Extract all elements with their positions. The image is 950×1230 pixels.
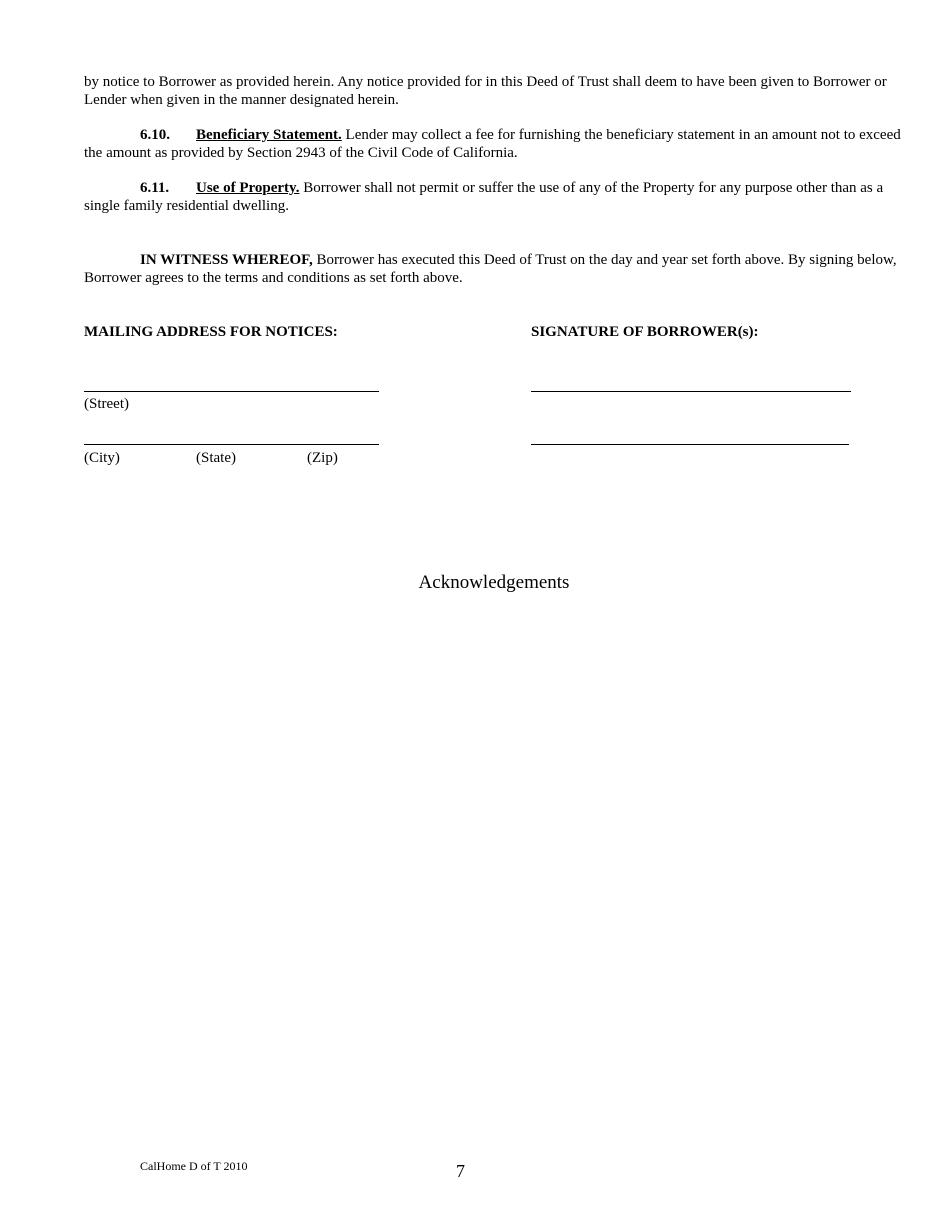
borrower-signature-line-1 xyxy=(531,391,851,392)
paragraph-notice-continuation xyxy=(84,73,907,109)
section-6-11 xyxy=(84,179,907,215)
section-heading: Use of Property. xyxy=(196,180,300,196)
city-label: (City) xyxy=(84,450,120,466)
street-label: (Street) xyxy=(84,396,129,412)
section-text: Borrower shall not permit or suffer the use of any of the Property for any purpose other than as a single family residential dwelling. xyxy=(84,180,884,214)
acknowledgements-heading: Acknowledgements xyxy=(418,572,570,593)
state-label: (State) xyxy=(196,450,236,466)
section-text: Lender may collect a fee for furnishing the beneficiary statement in an amount not to exceed the amount as provided by Section 2943 of the Civil Code of California. xyxy=(84,127,901,161)
witness-text: Borrower has executed this Deed of Trust on the day and year set forth above. By signing below, Borrower agrees to the terms and conditions as set forth above. xyxy=(84,252,897,286)
section-number: 6.11. xyxy=(140,180,170,196)
signature-heading: SIGNATURE OF BORROWER(s): xyxy=(531,324,759,340)
witness-paragraph xyxy=(84,251,907,287)
borrower-signature-line-2 xyxy=(531,444,849,445)
footer-doc-id: CalHome D of T 2010 xyxy=(140,1159,248,1173)
section-heading: Beneficiary Statement. xyxy=(196,127,342,143)
street-line xyxy=(84,391,379,392)
city-state-zip-line xyxy=(84,444,379,445)
section-number: 6.10. xyxy=(140,127,170,143)
page-number: 7 xyxy=(456,1161,465,1181)
paragraph-text: by notice to Borrower as provided herein. Any notice provided for in this Deed of Trust shall deem to have been given to Borrower or Lender when given in the manner designated herein. xyxy=(84,74,887,108)
section-6-10 xyxy=(84,126,907,162)
witness-lead: IN WITNESS WHEREOF, xyxy=(140,252,313,268)
mailing-address-heading: MAILING ADDRESS FOR NOTICES: xyxy=(84,324,338,340)
zip-label: (Zip) xyxy=(307,450,338,466)
